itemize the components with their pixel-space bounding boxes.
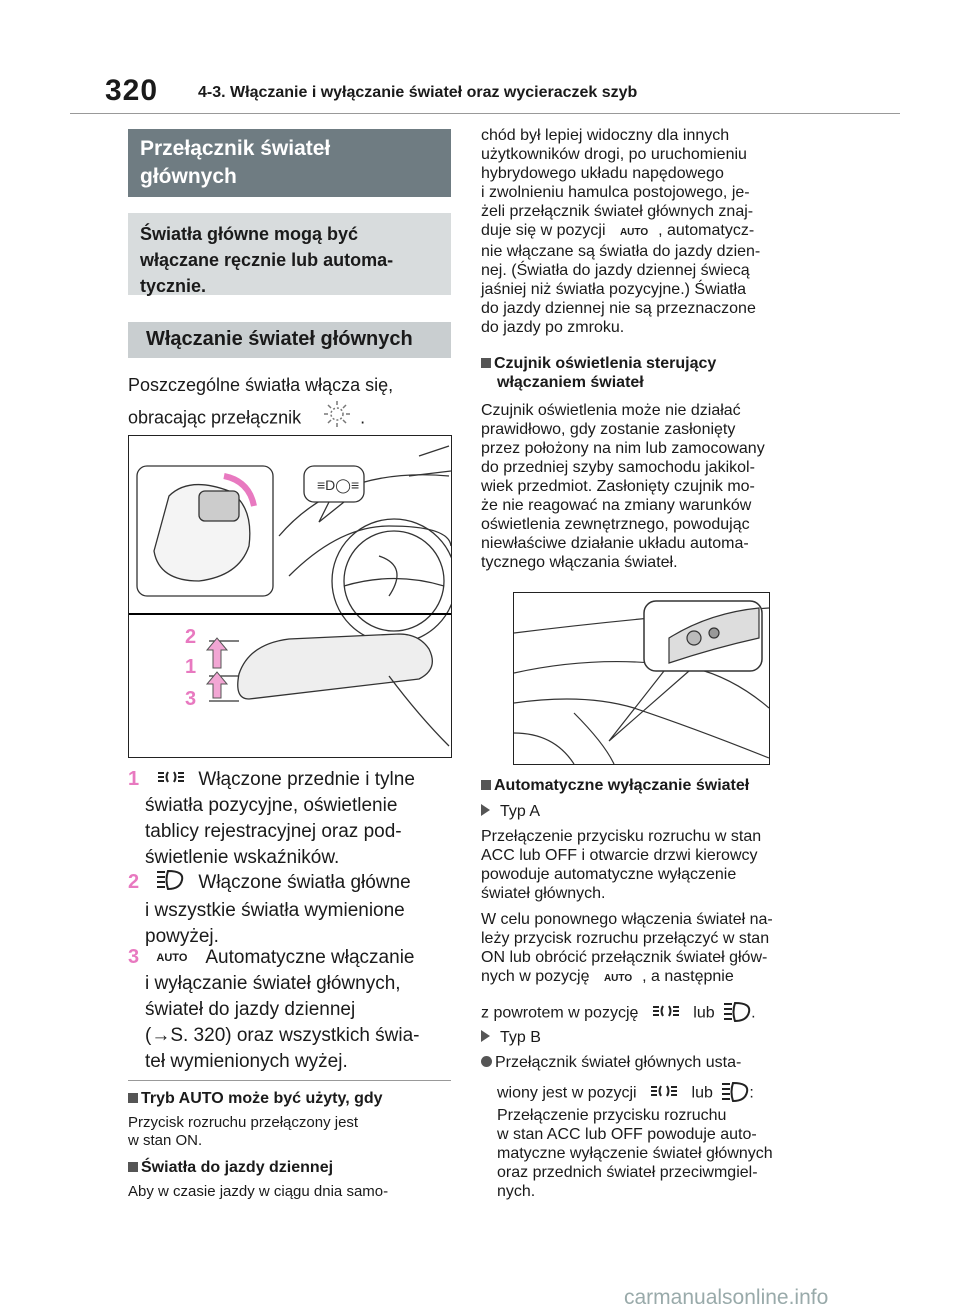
text-line: Przełączenie przycisku rozruchu: [497, 1107, 727, 1124]
text-line: duje się w pozycji: [481, 222, 606, 239]
item-line: teł wymienionych wyżej.: [145, 1051, 348, 1072]
list-item: [128, 944, 420, 1075]
text-line: do jazdy po zmroku.: [481, 319, 625, 336]
text-line: wiek przedmiot. Zasłonięty czujnik mo-: [481, 478, 755, 495]
text-line: w stan ACC lub OFF powoduje auto-: [497, 1126, 757, 1143]
subheading: Włączanie świateł głównych: [146, 328, 413, 350]
side-lights-icon: [156, 767, 186, 793]
title-line-2: głównych: [140, 165, 237, 188]
bullet-square-icon: [128, 1093, 138, 1103]
light-sensor-figure: [513, 592, 770, 765]
header-rule: [70, 113, 900, 114]
text-line: oraz przednich świateł przeciwmgiel-: [497, 1164, 758, 1181]
text-line: nie włączane są światła do jazdy dzien-: [481, 243, 761, 260]
note-line: w stan ON.: [128, 1132, 203, 1149]
light-switch-icon: [320, 400, 354, 437]
headlight-icon: [156, 868, 184, 898]
figure-label-1: 1: [185, 656, 197, 678]
note-title: Tryb AUTO może być użyty, gdy: [141, 1090, 383, 1107]
item-line: (→S. 320) oraz wszystkich świa-: [145, 1025, 420, 1046]
text-line: :: [749, 1084, 754, 1102]
page-number: 320: [105, 74, 159, 107]
text-line: hybrydowego układu napędowego: [481, 165, 724, 182]
note-line: Aby w czasie jazdy w ciągu dnia samo-: [128, 1183, 389, 1200]
text-line: świateł głównych.: [481, 885, 606, 902]
title-box: [128, 129, 451, 197]
summary-line-1: Światła główne mogą być: [140, 224, 359, 244]
heading-text: Automatyczne wyłączanie świateł: [494, 777, 750, 794]
text-line: tycznego włączania świateł.: [481, 554, 678, 571]
text-line: W celu ponownego włączenia świateł na-: [481, 911, 773, 928]
text-line: Przełączenie przycisku rozruchu w stan: [481, 828, 762, 845]
title-line-1: Przełącznik świateł: [140, 137, 331, 160]
bullet-square-icon: [481, 780, 491, 790]
item-line: światła pozycyjne, oświetlenie: [145, 795, 398, 816]
type-b: [481, 1028, 541, 1047]
item-number: 3: [128, 946, 140, 968]
item-line: Automatyczne włączanie: [205, 947, 415, 968]
intro-text: [128, 371, 393, 437]
item-line: świateł do jazdy dziennej: [145, 999, 356, 1020]
text-line: lub: [693, 1004, 715, 1022]
figure-label-3: 3: [185, 688, 197, 710]
summary-box: [128, 213, 451, 295]
headlight-icon: [721, 1080, 749, 1107]
headlight-icon: [723, 1000, 751, 1027]
list-item: [128, 766, 415, 871]
type-b-text: [497, 1106, 773, 1201]
type-b-position: [497, 1080, 754, 1107]
text-line: ON lub obrócić przełącznik świateł głów-: [481, 949, 768, 966]
item-line: i wyłączanie świateł głównych,: [145, 973, 401, 994]
text-line: chód był lepiej widoczny dla innych: [481, 127, 730, 144]
figure-label-2: 2: [185, 626, 197, 648]
headlight-switch-figure: [128, 435, 452, 758]
side-lights-icon: [649, 1083, 679, 1104]
text-line: do jazdy dziennej nie są przeznaczone: [481, 300, 756, 317]
text-line: jaśniej niż światła pozycyjne.) Światła: [481, 281, 746, 298]
heading-line: włączaniem świateł: [497, 374, 644, 391]
summary-line-3: tycznie.: [140, 276, 207, 296]
circle-bullet-icon: [481, 1056, 492, 1067]
text-line: lub: [691, 1084, 713, 1102]
bullet-square-icon: [128, 1162, 138, 1172]
list-item: [128, 868, 411, 950]
text-line: , automatycz-: [658, 222, 755, 239]
sensor-heading: [481, 354, 716, 392]
heading-line: Czujnik oświetlenia sterujący: [494, 355, 717, 372]
item-number: 1: [128, 768, 140, 790]
type-a: [481, 802, 540, 821]
type-a-text-2: [481, 910, 773, 988]
item-line: i wszystkie światła wymienione: [145, 900, 405, 921]
text-line: oświetlenia zewnętrznego, powodując: [481, 516, 750, 533]
text-line: z powrotem w pozycję: [481, 1004, 639, 1022]
watermark[interactable]: carmanualsonline.info: [624, 1286, 829, 1309]
bullet-square-icon: [481, 358, 491, 368]
text-line: Przełącznik świateł głównych usta-: [495, 1054, 742, 1071]
section-title: 4-3. Włączanie i wyłączanie świateł oraz wycieraczek szyb: [198, 84, 638, 101]
text-line: wiony jest w pozycji: [497, 1084, 637, 1102]
text-line: leży przycisk rozruchu przełączyć w stan: [481, 930, 770, 947]
svg-text:≡D◯≡: ≡D◯≡: [317, 477, 360, 493]
intro-line-2: obracając przełącznik: [128, 407, 302, 428]
text-line: i zwolnieniu hamulca postojowego, je-: [481, 184, 750, 201]
item-line: Włączone światła główne: [198, 872, 411, 894]
text-line: , a następnie: [642, 968, 734, 985]
text-line: prawidłowo, gdy zostanie zasłonięty: [481, 421, 736, 438]
text-line: użytkowników drogi, po uruchomieniu: [481, 146, 747, 163]
subheading-box: [128, 322, 451, 358]
item-line: Włączone przednie i tylne: [198, 769, 415, 790]
dashboard-illustration: [129, 436, 451, 757]
auto-icon: AUTO: [619, 227, 649, 238]
drl-text: [481, 126, 760, 337]
text-line: przez położony na nim lub zamocowany: [481, 440, 765, 457]
text-line: ACC lub OFF i otwarcie drzwi kierowcy: [481, 847, 758, 864]
note-title: Światła do jazdy dziennej: [141, 1159, 334, 1176]
text-line: żeli przełącznik świateł głównych znaj-: [481, 203, 754, 220]
note-auto-mode: [128, 1088, 388, 1201]
text-line: matyczne wyłączenie świateł głównych: [497, 1145, 773, 1162]
text-line: nej. (Światła do jazdy dziennej świecą: [481, 262, 750, 279]
text-line: do przedniej szyby samochodu jakikol-: [481, 459, 755, 476]
type-a-text: [481, 827, 761, 903]
type-a-back: z powrotem w pozycję lub .: [481, 1000, 756, 1027]
auto-icon: AUTO: [603, 973, 633, 984]
intro-end: .: [360, 407, 366, 428]
text-line: powoduje automatyczne wyłączenie: [481, 866, 737, 883]
item-line: powyżej.: [145, 926, 219, 947]
triangle-bullet-icon: [481, 1030, 490, 1042]
text-line: że nie reagować na zmiany warunków: [481, 497, 752, 514]
text-line: nych w pozycję: [481, 968, 590, 985]
sensor-text: [481, 401, 765, 572]
note-line: Przycisk rozruchu przełączony jest: [128, 1114, 359, 1131]
text-line: Czujnik oświetlenia może nie działać: [481, 402, 741, 419]
type-b-bullet: [481, 1053, 741, 1072]
item-number: 2: [128, 871, 140, 894]
type-label: Typ B: [500, 1029, 541, 1046]
divider: [128, 1080, 451, 1081]
item-line: tablicy rejestracyjnej oraz pod-: [145, 821, 402, 842]
item-line: świetlenie wskaźników.: [145, 847, 340, 868]
summary-line-2: włączane ręcznie lub automa-: [140, 250, 394, 270]
intro-line-1: Poszczególne światła włącza się,: [128, 375, 394, 395]
auto-icon: AUTO: [156, 951, 188, 964]
text-line: niewłaściwe działanie układu automa-: [481, 535, 749, 552]
side-lights-icon: [651, 1003, 681, 1024]
type-label: Typ A: [500, 803, 541, 820]
auto-off-heading: [481, 776, 749, 795]
text-line: nych.: [497, 1183, 536, 1200]
triangle-bullet-icon: [481, 804, 490, 816]
